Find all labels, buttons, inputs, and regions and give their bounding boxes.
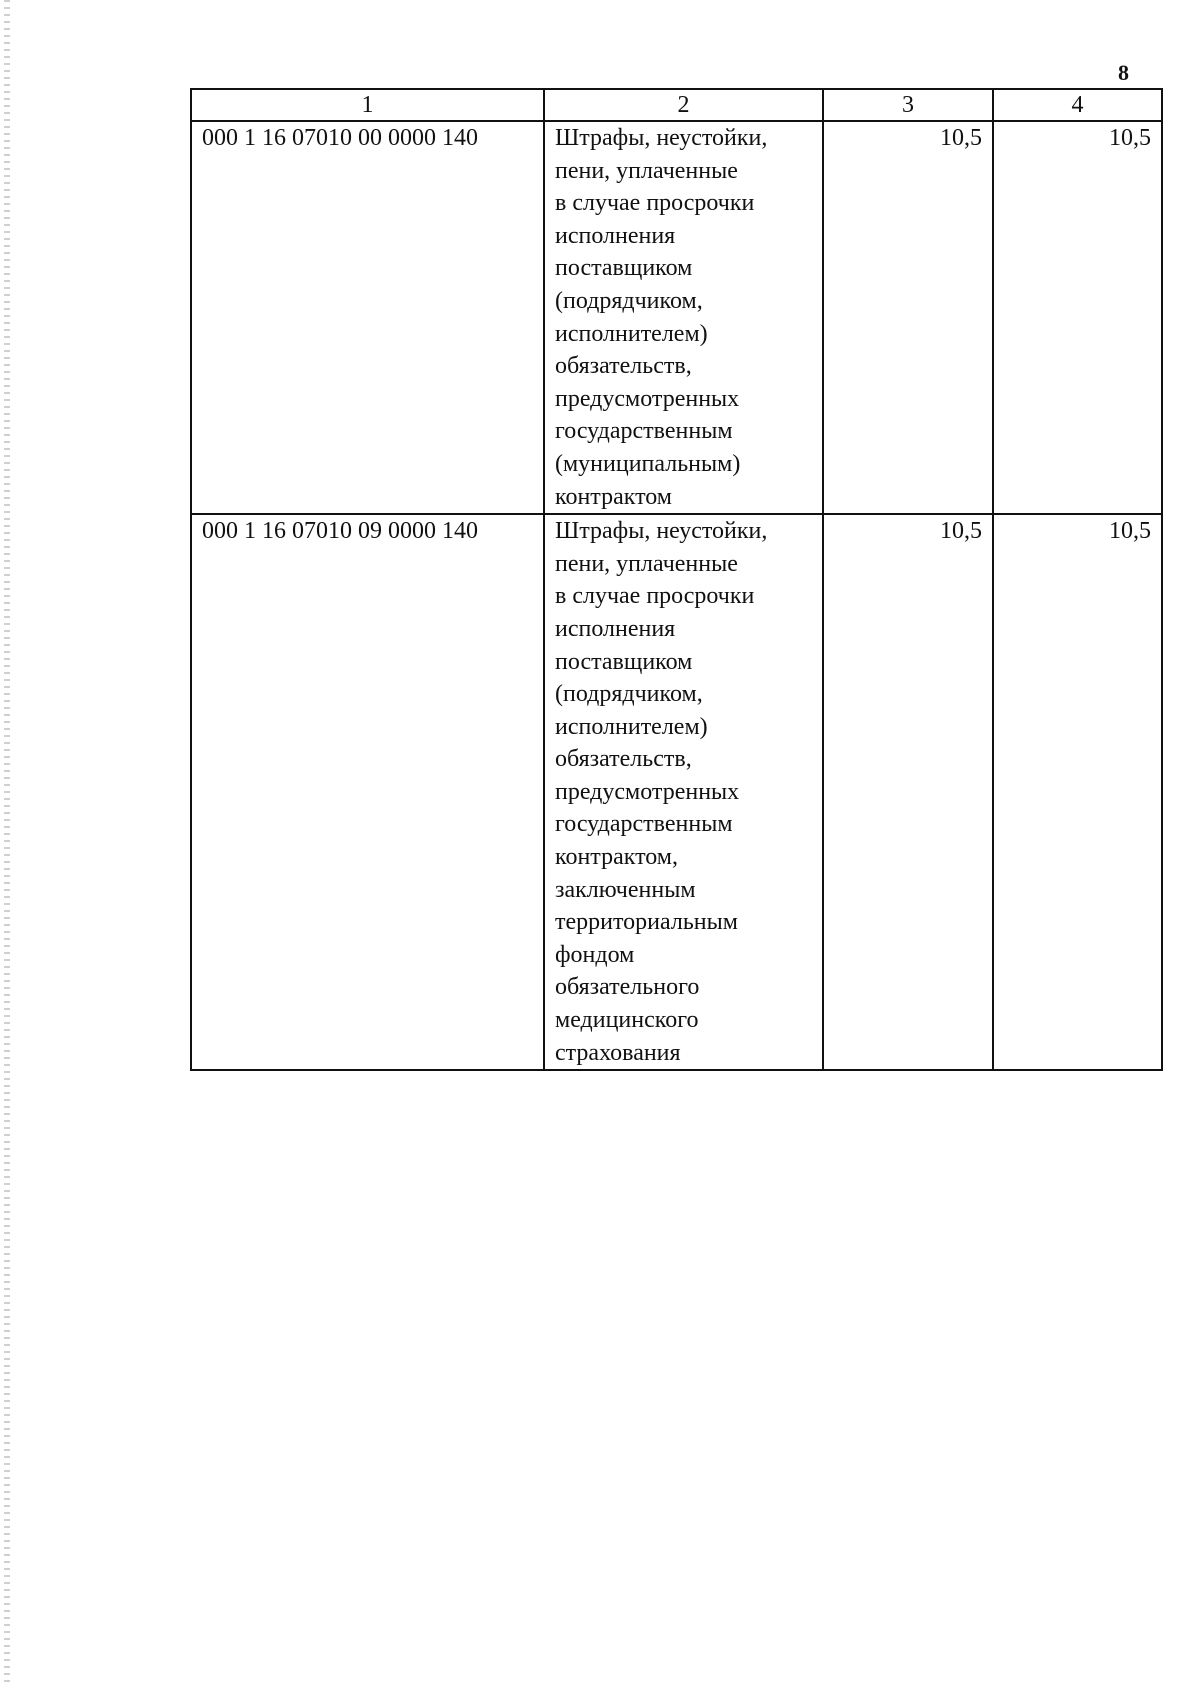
- description-line: предусмотренных: [555, 778, 740, 805]
- row-description: [544, 514, 823, 1070]
- description-line: предусмотренных: [555, 385, 740, 412]
- description-line: обязательного: [555, 974, 700, 1001]
- header-col-4: 4: [993, 89, 1162, 121]
- description-line: медицинского: [555, 1007, 699, 1034]
- description-line: страхования: [555, 1039, 681, 1066]
- page-number: 8: [1118, 60, 1129, 85]
- description-line: заключенным: [555, 876, 696, 903]
- description-line: контрактом,: [555, 844, 678, 871]
- description-line: поставщиком: [555, 255, 693, 282]
- description-line: исполнения: [555, 222, 676, 249]
- description-line: в случае просрочки: [555, 583, 755, 610]
- description-line: государственным: [555, 418, 733, 445]
- description-line: обязательств,: [555, 746, 692, 773]
- row-value-col-4: 10,5: [993, 514, 1162, 1070]
- row-code: 000 1 16 07010 00 0000 140: [191, 121, 544, 514]
- revenue-table: [190, 88, 1163, 1071]
- description-line: государственным: [555, 811, 733, 838]
- header-col-3: 3: [823, 89, 993, 121]
- description-line: обязательств,: [555, 353, 692, 380]
- row-description: [544, 121, 823, 514]
- description-line: контрактом: [555, 483, 672, 510]
- description-line: фондом: [555, 941, 635, 968]
- description-line: (подрядчиком,: [555, 681, 703, 708]
- description-line: поставщиком: [555, 648, 693, 675]
- description-line: (подрядчиком,: [555, 287, 703, 314]
- header-col-1: 1: [191, 89, 544, 121]
- description-line: Штрафы, неустойки,: [555, 518, 768, 545]
- description-line: пени, уплаченные: [555, 157, 738, 184]
- table-row: [191, 514, 1162, 1070]
- table-row: [191, 121, 1162, 514]
- description-line: исполнения: [555, 615, 676, 642]
- description-line: в случае просрочки: [555, 190, 755, 217]
- row-value-col-3: 10,5: [823, 514, 993, 1070]
- header-col-2: 2: [544, 89, 823, 121]
- description-line: исполнителем): [555, 320, 708, 347]
- table-header-row: [191, 89, 1162, 121]
- row-value-col-3: 10,5: [823, 121, 993, 514]
- description-line: пени, уплаченные: [555, 550, 738, 577]
- description-line: Штрафы, неустойки,: [555, 125, 768, 151]
- scan-edge-artifact: [4, 0, 10, 1684]
- description-line: территориальным: [555, 909, 738, 936]
- description-line: исполнителем): [555, 713, 708, 740]
- row-code: 000 1 16 07010 09 0000 140: [191, 514, 544, 1070]
- row-value-col-4: 10,5: [993, 121, 1162, 514]
- description-line: (муниципальным): [555, 450, 741, 477]
